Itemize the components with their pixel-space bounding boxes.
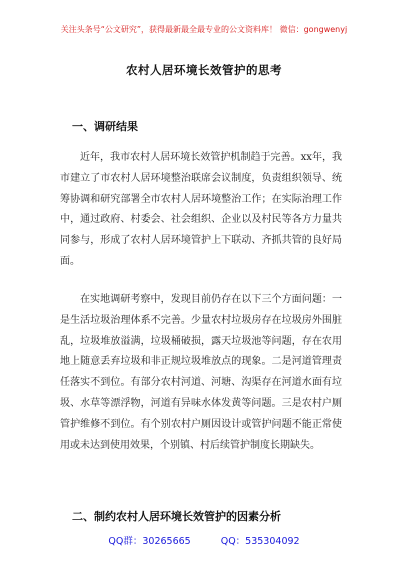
- section-heading-research-results: 一、调研结果: [72, 120, 138, 133]
- paragraph-field-problems: 在实地调研考察中，发现目前仍存在以下三个方面问题：一是生活垃圾治理体系不完善。少量农村垃圾房存在垃圾房外围脏乱，垃圾堆放溢满，垃圾桶破损，露天垃圾池等问题，存在农用地上随意丢弃垃圾和非正规垃圾堆放点的现象。二是河道管理责任落实不到位。有部分农村河道、河塘、沟渠存在河道水面有垃圾、水草等漂浮物，河道有异味水体发黄等问题。三是农村户厕管护维修不到位。有个别农村户厕因设计或管护问题不能正常使用或未达到使用效果，个别镇、村后续管护制度长期缺失。: [60, 294, 342, 451]
- header-promo-banner: 关注头条号“公文研究”，获得最新最全最专业的公文资料库！ 微信：gongwenyj: [60, 25, 348, 34]
- footer-contact-banner: [0, 533, 408, 547]
- footer-qq-group: QQ群：30265665: [108, 536, 191, 547]
- footer-qq-number: QQ：535304092: [220, 536, 300, 547]
- document-title: 农村人居环境长效管护的思考: [126, 63, 282, 77]
- section-heading-factor-analysis: 二、制约农村人居环境长效管护的因素分析: [72, 510, 281, 523]
- paragraph-mechanism-overview: 近年，我市农村人居环境长效管护机制趋于完善。xx年，我市建立了市农村人居环境整治联席会议制度，负责组织领导、统筹协调和研究部署全市农村人居环境整治工作；在实际治理工作中，通过政府、村委会、社会组织、企业以及村民等各方力量共同参与，形成了农村人居环境管护上下联动、齐抓共管的良好局面。: [60, 152, 342, 267]
